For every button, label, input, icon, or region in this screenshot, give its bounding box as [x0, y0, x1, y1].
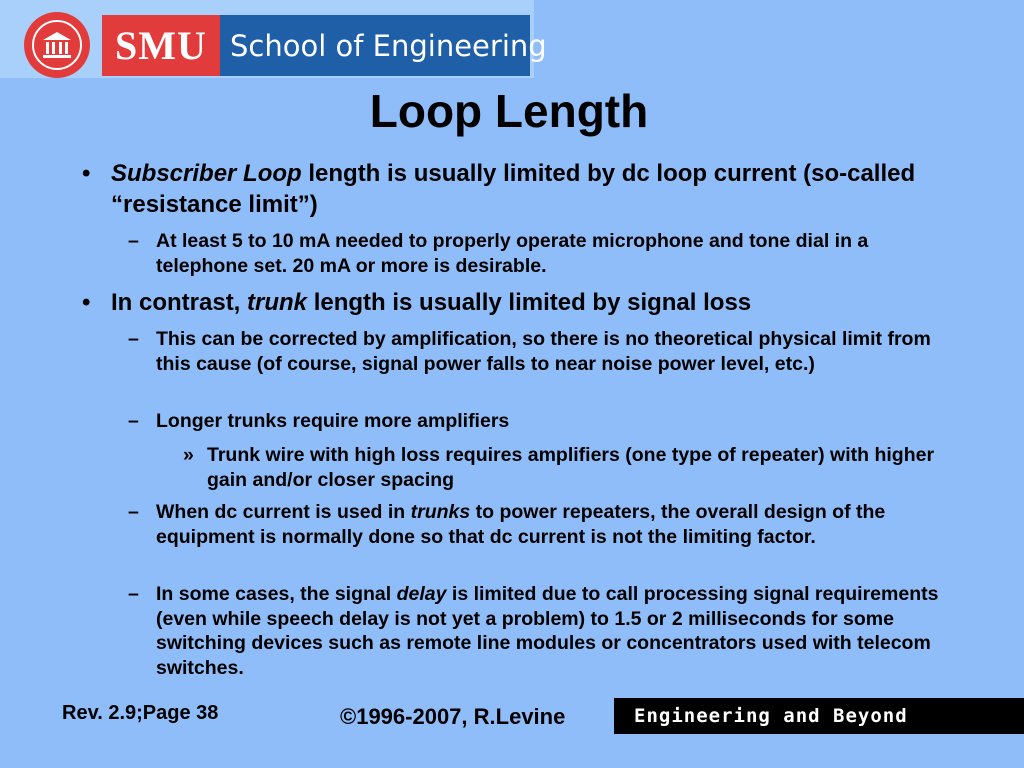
university-seal-icon [24, 12, 90, 78]
bullet-text: In some cases, the signal [156, 583, 397, 605]
sub-bullet-signal-delay [128, 582, 956, 680]
bullet-text: to power repeaters, the overall design of the equipment is normally done so that dc current is not the limiting factor. [156, 501, 886, 548]
sub-bullet-amplification [128, 327, 956, 376]
bullet-trunk-length [82, 287, 951, 318]
bullet-marker: • [82, 289, 91, 316]
footer-revision: Rev. 2.9;Page 38 [62, 702, 219, 724]
bullet-text: is limited due to call processing signal requirements (even while speech delay is not yet a problem) to 1.5 or 2 milliseconds for some switching devices such as remote line modules or concentrators used with telecom switches. [156, 583, 939, 679]
dash-marker: – [128, 583, 139, 605]
emphasis-text: delay [396, 583, 447, 605]
bullet-text: In contrast, [111, 289, 248, 316]
slide-title: Loop Length [369, 85, 649, 137]
bullet-text: Longer trunks require more amplifiers [156, 410, 510, 432]
school-of-engineering-logo: School of Engineering [220, 15, 530, 76]
emphasis-text: trunk [247, 289, 308, 316]
bullet-subscriber-loop [82, 158, 951, 220]
sub-bullet-more-amplifiers [128, 409, 956, 434]
footer-copyright: ©1996-2007, R.Levine [340, 704, 566, 729]
emphasis-text: trunks [410, 501, 471, 523]
bullet-text: At least 5 to 10 mA needed to properly operate microphone and tone dial in a telephone set. 20 mA or more is desirable. [156, 230, 869, 277]
sub-bullet-dc-current [128, 500, 956, 549]
dash-marker: – [128, 501, 139, 523]
footer-banner: Engineering and Beyond [614, 698, 1024, 734]
bullet-text: length is usually limited by signal loss [307, 289, 752, 316]
bullet-text: When dc current is used in [156, 501, 411, 523]
bullet-text: Trunk wire with high loss requires amplifiers (one type of repeater) with higher gain and/or closer spacing [207, 444, 935, 491]
dash-marker: – [128, 410, 139, 432]
bullet-text: length is usually limited by dc loop current (so-called “resistance limit”) [111, 160, 916, 218]
chevron-marker: » [183, 444, 194, 466]
smu-logo: SMU [102, 15, 220, 76]
bullet-text: This can be corrected by amplification, so there is no theoretical physical limit from this cause (of course, signal power falls to near noise power level, etc.) [156, 328, 931, 375]
emphasis-text: Subscriber Loop [111, 160, 302, 187]
dash-marker: – [128, 230, 139, 252]
dash-marker: – [128, 328, 139, 350]
bullet-marker: • [82, 160, 91, 187]
sub-sub-bullet-high-loss [183, 443, 947, 492]
sub-bullet-ma-needed [128, 229, 956, 278]
